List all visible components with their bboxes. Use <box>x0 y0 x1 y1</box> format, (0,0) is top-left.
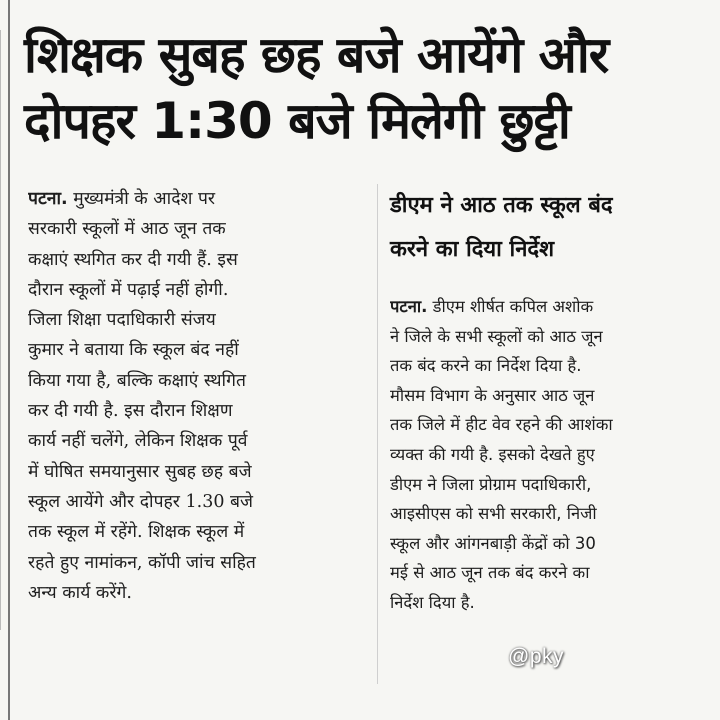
dateline: पटना. <box>390 297 428 316</box>
article-line: में घोषित समयानुसार सुबह छह बजे <box>28 461 252 482</box>
article-line: आइसीएस को सभी सरकारी, निजी <box>390 504 597 524</box>
subhead-line-2: करने का दिया निर्देश <box>390 237 555 262</box>
column-divider <box>377 184 378 684</box>
article-line <box>28 184 368 214</box>
right-subheadline <box>390 184 710 272</box>
article-line: कक्षाएं स्थगित कर दी गयी हैं. इस <box>28 249 238 270</box>
article-line: तक जिले में हीट वेव रहने की आशंका <box>390 415 613 435</box>
article-line: कार्य नहीं चलेंगे, लेकिन शिक्षक पूर्व <box>28 431 248 452</box>
headline-line-2: दोपहर 1:30 बजे मिलेगी छुट्टी <box>24 92 570 150</box>
headline <box>24 22 714 154</box>
subhead-line-1: डीएम ने आठ तक स्कूल बंद <box>390 193 613 218</box>
article-line: डीएम ने जिला प्रोग्राम पदाधिकारी, <box>390 474 592 494</box>
article-text: डीएम शीर्षत कपिल अशोक <box>432 297 594 316</box>
article-line: कुमार ने बताया कि स्कूल बंद नहीं <box>28 340 239 361</box>
article-line: सरकारी स्कूलों में आठ जून तक <box>28 219 226 240</box>
article-line: ने जिले के सभी स्कूलों को आठ जून <box>390 326 603 346</box>
right-article-body <box>390 292 710 618</box>
article-line: व्यक्त की गयी है. इसको देखते हुए <box>390 444 595 464</box>
article-line: मई से आठ जून तक बंद करने का <box>390 563 590 583</box>
article-text: मुख्यमंत्री के आदेश पर <box>73 189 216 209</box>
article-line: तक स्कूल में रहेंगे. शिक्षक स्कूल में <box>28 522 245 543</box>
article-line: रहते हुए नामांकन, कॉपी जांच सहित <box>28 552 256 573</box>
article-line: कर दी गयी है. इस दौरान शिक्षण <box>28 401 233 422</box>
article-line: अन्य कार्य करेंगे. <box>28 582 132 603</box>
article-line: मौसम विभाग के अनुसार आठ जून <box>390 385 595 405</box>
article-line: जिला शिक्षा पदाधिकारी संजय <box>28 310 216 331</box>
column-rule-left <box>8 0 10 720</box>
article-line <box>390 292 710 322</box>
article-line: निर्देश दिया है. <box>390 592 475 612</box>
article-line: तक बंद करने का निर्देश दिया है. <box>390 356 582 376</box>
headline-line-1: शिक्षक सुबह छह बजे आयेंगे और <box>24 26 609 84</box>
article-line: स्कूल आयेंगे और दोपहर 1.30 बजे <box>28 491 254 512</box>
article-line: किया गया है, बल्कि कक्षाएं स्थगित <box>28 370 246 391</box>
article-line: स्कूल और आंगनबाड़ी केंद्रों को 30 <box>390 533 596 553</box>
left-article-body <box>28 184 368 608</box>
dateline: पटना. <box>28 189 68 209</box>
page-edge-rule <box>0 30 1 630</box>
article-line: दौरान स्कूलों में पढ़ाई नहीं होगी. <box>28 279 229 300</box>
watermark-handle: @pky <box>508 645 564 668</box>
